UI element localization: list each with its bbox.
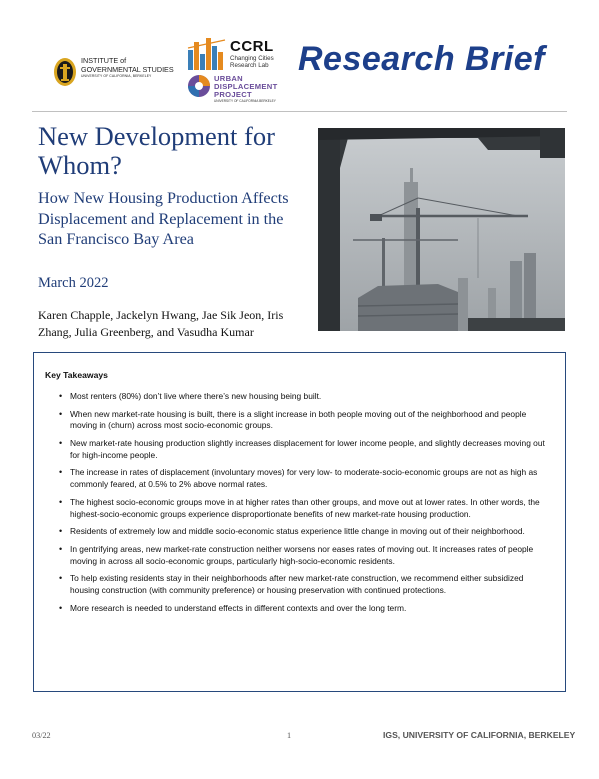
page-title: New Development for Whom?	[38, 121, 275, 180]
list-item: • The highest socio-economic groups move in at higher rates than other groups, and move out at lower rates. In other words, the highest-socio-economic groups experience disproportionate benefits of new market-rate housing production.	[70, 497, 552, 521]
igs-line-2: GOVERNMENTAL STUDIES	[81, 64, 174, 74]
list-item: • New market-rate housing production slightly increases displacement for lower income people, and slightly decreases moving out for high-income people.	[70, 438, 552, 462]
page-subtitle: How New Housing Production Affects Displacement and Replacement in the San Francisco Bay Area	[38, 189, 289, 248]
list-item: • In gentrifying areas, new market-rate construction neither worsens nor eases rates of moving out. It increases rates of people moving in across all socio-economic groups, particularly high-socio-economic residents.	[70, 544, 552, 568]
ccrl-logo	[187, 36, 282, 70]
igs-logo	[53, 56, 174, 88]
key-takeaways-heading: Key Takeaways	[45, 370, 108, 380]
key-takeaways-list	[70, 391, 552, 620]
list-item: • Most renters (80%) don’t live where there’s new housing being built.	[70, 391, 552, 403]
skyline-icon	[187, 36, 227, 70]
udp-line-4: UNIVERSITY OF CALIFORNIA BERKELEY	[214, 99, 276, 103]
list-item: • When new market-rate housing is built, there is a slight increase in both people moving out of the neighborhood and people moving in (churn) across most socio-economic groups.	[70, 409, 552, 433]
header-divider	[32, 111, 567, 112]
page-number: 1	[287, 731, 292, 740]
igs-line-1: INSTITUTE of	[81, 56, 127, 65]
publication-date: March 2022	[38, 275, 109, 291]
key-takeaways-box	[33, 352, 566, 692]
udp-emblem-icon	[187, 74, 211, 98]
footer-publisher: IGS, UNIVERSITY OF CALIFORNIA, BERKELEY	[383, 730, 576, 740]
ccrl-name: CCRL	[230, 38, 274, 55]
udp-line-2: DISPLACEMENT	[214, 82, 278, 91]
ccrl-line-2: Research Lab	[230, 62, 269, 69]
igs-line-3: UNIVERSITY OF CALIFORNIA, BERKELEY	[81, 74, 152, 79]
udp-line-1: URBAN	[214, 74, 243, 83]
cover-photo	[318, 128, 565, 331]
list-item: • More research is needed to understand effects in different contexts and over the long term.	[70, 603, 552, 615]
ccrl-line-1: Changing Cities	[230, 55, 274, 62]
footer-date: 03/22	[32, 731, 51, 740]
list-item: • Residents of extremely low and middle socio-economic status experience little change in moving out of their neighborhood.	[70, 526, 552, 538]
series-title: Research Brief	[298, 40, 546, 78]
udp-logo	[187, 74, 282, 104]
author-list: Karen Chapple, Jackelyn Hwang, Jae Sik Jeon, Iris Zhang, Julia Greenberg, and Vasudha Kumar	[38, 308, 284, 339]
igs-seal-icon	[53, 57, 77, 87]
list-item: • The increase in rates of displacement (involuntary moves) for very low- to moderate-socio-economic groups are not as high as commonly feared, at 0.5% to 2% above normal rates.	[70, 467, 552, 491]
list-item: • To help existing residents stay in their neighborhoods after new market-rate construction, we recommend either subsidized housing construction (with community preference) or housing preservation with continued protections.	[70, 573, 552, 597]
udp-line-3: PROJECT	[214, 90, 252, 99]
